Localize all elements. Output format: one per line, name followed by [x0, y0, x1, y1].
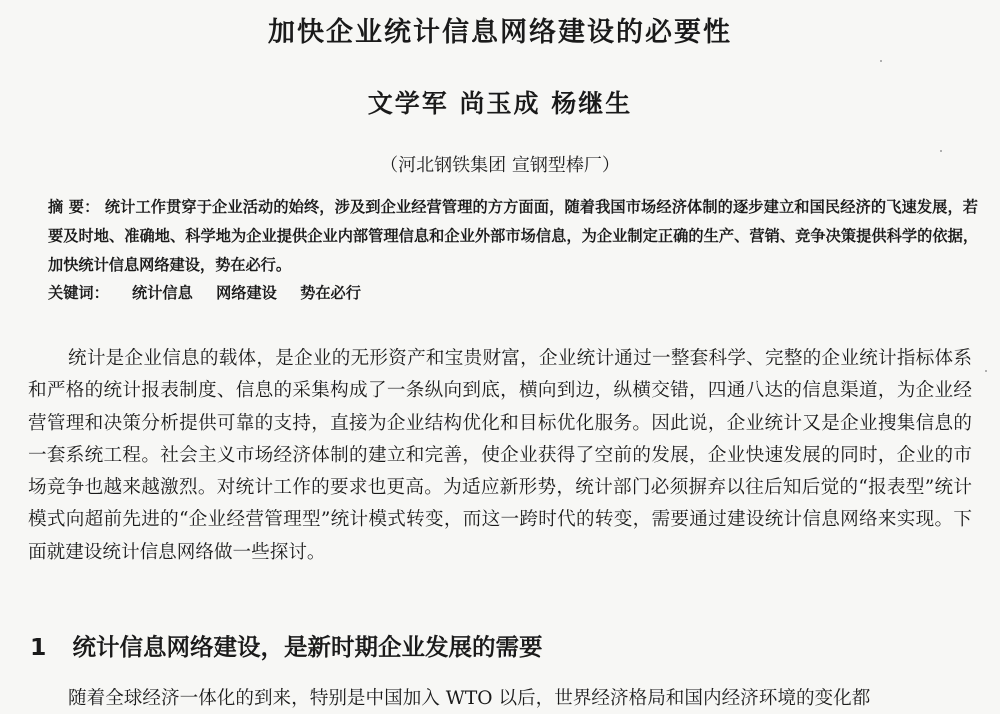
- keyword-item: 网络建设: [216, 284, 277, 302]
- abstract-text: 统计工作贯穿于企业活动的始终，涉及到企业经营管理的方方面面，随着我国市场经济体制的逐步建立和国民经济的飞速发展，若要及时地、准确地、科学地为企业提供企业内部管理信息和企业外部市场信息，为企业制定正确的生产、营销、竞争决策提供科学的依据，加快统计信息网络建设，势在必行。: [48, 198, 978, 274]
- keywords: [48, 282, 948, 303]
- section-number: 1: [30, 633, 47, 661]
- abstract: [48, 193, 978, 280]
- author-list: 文学军 尚玉成 杨继生: [367, 89, 633, 118]
- body-paragraph-1: 统计是企业信息的载体，是企业的无形资产和宝贵财富，企业统计通过一整套科学、完整的企业统计指标体系和严格的统计报表制度、信息的采集构成了一条纵向到底，横向到边，纵横交错，四通八达的信息渠道，为企业经营管理和决策分析提供可靠的支持，直接为企业结构优化和目标优化服务。因此说，企业统计又是企业搜集信息的一套系统工程。社会主义市场经济体制的建立和完善，使企业获得了空前的发展，企业快速发展的同时，企业的市场竞争也越来越激烈。对统计工作的要求也更高。为适应新形势，统计部门必须摒弃以往后知后觉的“报表型”统计模式向超前先进的“企业经营管理型”统计模式转变，而这一跨时代的转变，需要通过建设统计信息网络来实现。下面就建设统计信息网络做一些探讨。: [28, 348, 972, 563]
- scan-speck: [940, 150, 942, 152]
- keywords-label: 关键词：: [48, 284, 109, 302]
- affiliation: （河北钢铁集团 宣钢型棒厂）: [380, 155, 620, 176]
- keyword-item: 统计信息: [132, 284, 193, 302]
- keyword-item: 势在必行: [300, 284, 361, 302]
- section-title: 统计信息网络建设，是新时期企业发展的需要: [72, 633, 543, 661]
- scan-speck: [985, 370, 987, 372]
- scan-speck: [880, 60, 882, 62]
- paper-title: 加快企业统计信息网络建设的必要性: [268, 17, 732, 48]
- abstract-label: 摘 要：: [48, 198, 100, 216]
- section-heading: [30, 628, 970, 662]
- section-paragraph-first-line: 随着全球经济一体化的到来，特别是中国加入 WTO 以后，世界经济格局和国内经济环境的变化都: [68, 688, 871, 709]
